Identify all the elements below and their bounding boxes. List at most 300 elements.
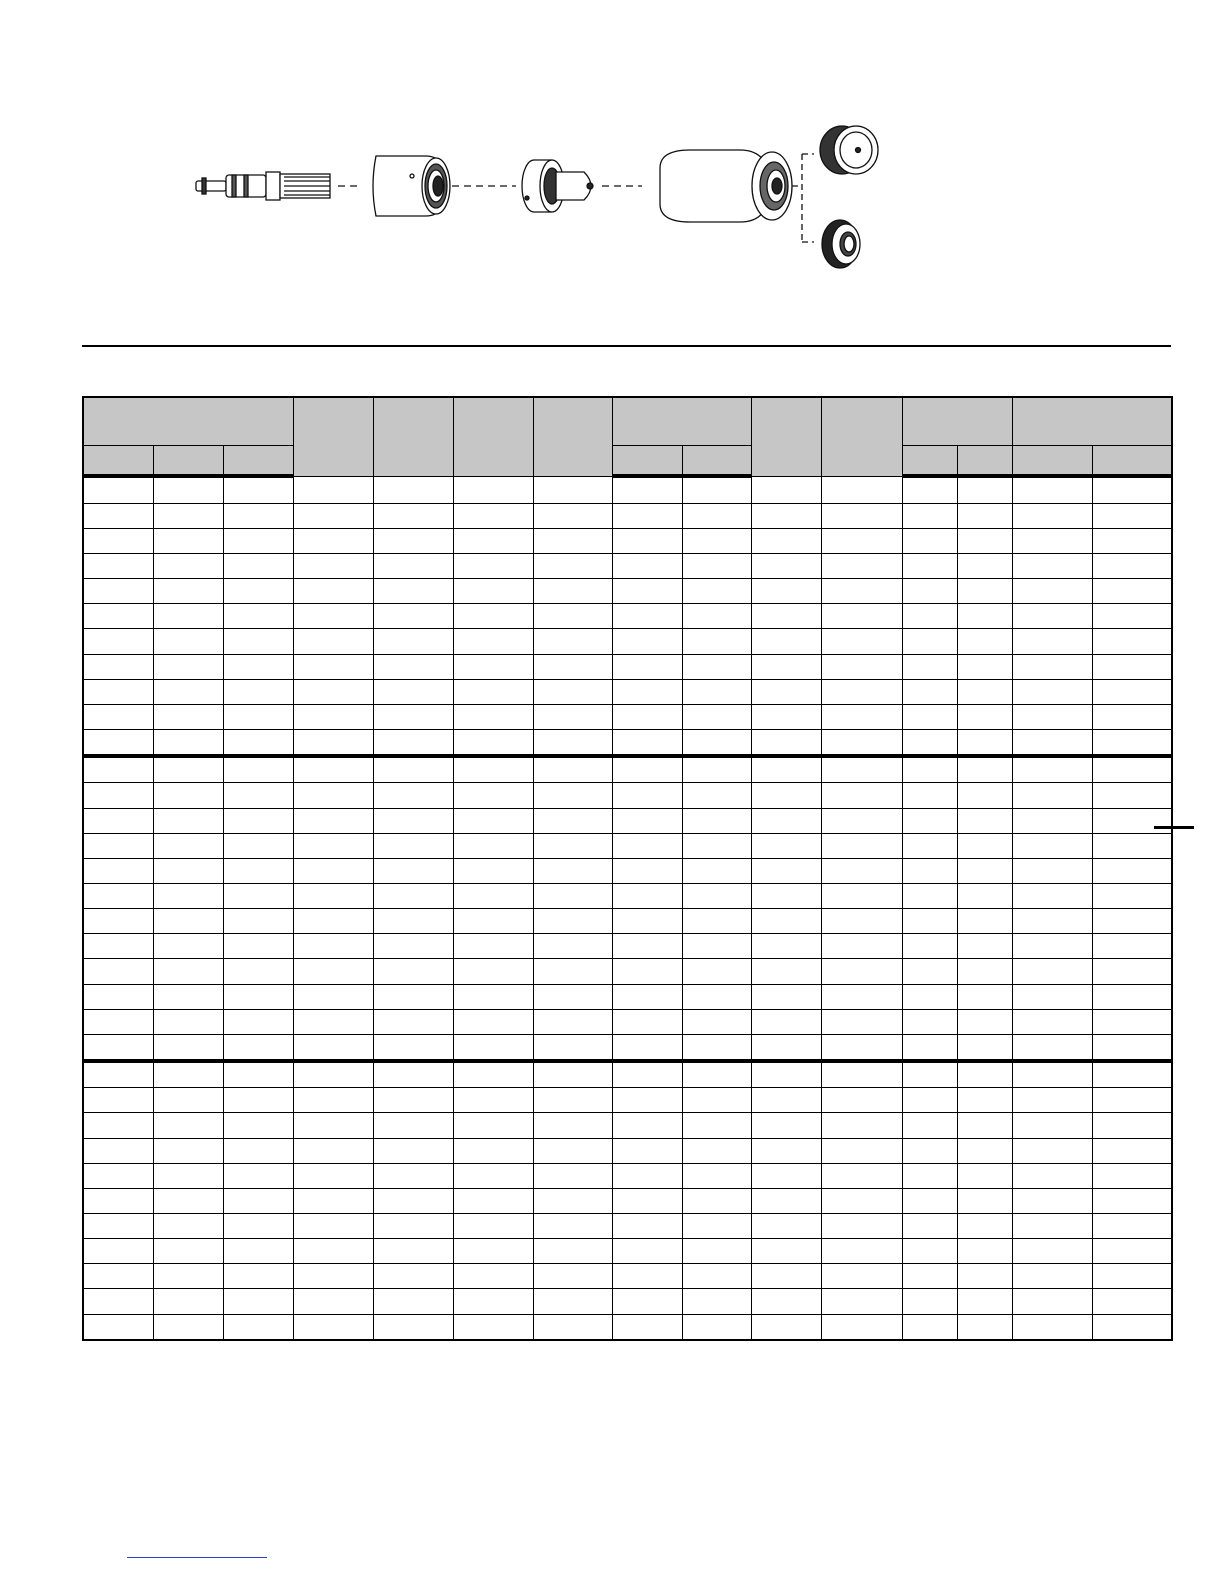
table-cell bbox=[453, 1214, 533, 1239]
table-cell bbox=[821, 730, 902, 757]
table-cell bbox=[293, 1113, 373, 1138]
table-cell bbox=[83, 909, 153, 934]
table-cell bbox=[373, 1264, 453, 1289]
table-cell bbox=[902, 1214, 957, 1239]
table-cell bbox=[612, 1264, 682, 1289]
table-cell bbox=[682, 1163, 751, 1188]
table-cell bbox=[957, 579, 1012, 604]
table-cell bbox=[223, 1113, 293, 1138]
table-cell bbox=[223, 909, 293, 934]
table-cell bbox=[83, 756, 153, 783]
table-cell bbox=[957, 833, 1012, 858]
table-row bbox=[83, 1264, 1172, 1289]
table-cell bbox=[453, 679, 533, 704]
subheader-cell bbox=[1012, 446, 1092, 477]
table-cell bbox=[83, 808, 153, 833]
table-cell bbox=[821, 934, 902, 959]
table-cell bbox=[83, 1188, 153, 1213]
table-cell bbox=[1012, 959, 1092, 984]
table-cell bbox=[453, 1061, 533, 1088]
table-cell bbox=[153, 959, 223, 984]
table-cell bbox=[83, 704, 153, 729]
table-cell bbox=[751, 1113, 821, 1138]
table-cell bbox=[373, 934, 453, 959]
table-cell bbox=[957, 1239, 1012, 1264]
table-cell bbox=[821, 959, 902, 984]
table-cell bbox=[682, 579, 751, 604]
table-cell bbox=[682, 1061, 751, 1088]
table-cell bbox=[682, 1289, 751, 1314]
table-cell bbox=[1012, 1289, 1092, 1314]
table-cell bbox=[373, 883, 453, 908]
table-cell bbox=[612, 1163, 682, 1188]
header-cell bbox=[612, 397, 751, 446]
table-cell bbox=[902, 984, 957, 1009]
table-cell bbox=[902, 909, 957, 934]
table-cell bbox=[902, 679, 957, 704]
table-row bbox=[83, 1088, 1172, 1113]
table-row bbox=[83, 528, 1172, 553]
table-cell bbox=[293, 629, 373, 654]
table-cell bbox=[612, 1113, 682, 1138]
table-cell bbox=[1012, 1239, 1092, 1264]
table-cell bbox=[821, 679, 902, 704]
table-cell bbox=[153, 1188, 223, 1213]
table-cell bbox=[83, 1214, 153, 1239]
table-row bbox=[83, 553, 1172, 578]
table-row bbox=[83, 1138, 1172, 1163]
table-cell bbox=[1012, 1088, 1092, 1113]
table-cell bbox=[293, 604, 373, 629]
table-cell bbox=[1092, 783, 1172, 808]
table-cell bbox=[223, 629, 293, 654]
table-cell bbox=[902, 1163, 957, 1188]
table-cell bbox=[902, 1113, 957, 1138]
table-cell bbox=[612, 808, 682, 833]
table-cell bbox=[293, 528, 373, 553]
table-cell bbox=[957, 756, 1012, 783]
margin-change-bar bbox=[1154, 826, 1194, 829]
table-cell bbox=[373, 503, 453, 528]
table-cell bbox=[957, 1163, 1012, 1188]
table-cell bbox=[957, 783, 1012, 808]
table-cell bbox=[902, 730, 957, 757]
table-cell bbox=[153, 1088, 223, 1113]
table-cell bbox=[957, 1214, 1012, 1239]
table-cell bbox=[83, 679, 153, 704]
table-cell bbox=[153, 1009, 223, 1034]
table-cell bbox=[453, 934, 533, 959]
table-cell bbox=[902, 808, 957, 833]
table-cell bbox=[153, 528, 223, 553]
table-row bbox=[83, 909, 1172, 934]
table-cell bbox=[293, 1009, 373, 1034]
table-cell bbox=[533, 629, 612, 654]
table-cell bbox=[1092, 1009, 1172, 1034]
table-cell bbox=[153, 604, 223, 629]
table-cell bbox=[751, 1188, 821, 1213]
table-cell bbox=[682, 1138, 751, 1163]
table-cell bbox=[682, 858, 751, 883]
cut-chart-table bbox=[82, 396, 1173, 1341]
table-cell bbox=[223, 1314, 293, 1340]
table-cell bbox=[821, 783, 902, 808]
table-row bbox=[83, 1314, 1172, 1340]
table-cell bbox=[373, 1188, 453, 1213]
table-cell bbox=[957, 1088, 1012, 1113]
table-cell bbox=[902, 654, 957, 679]
table-cell bbox=[1092, 1264, 1172, 1289]
table-cell bbox=[1092, 553, 1172, 578]
table-row bbox=[83, 1034, 1172, 1061]
table-cell bbox=[821, 909, 902, 934]
table-cell bbox=[453, 553, 533, 578]
table-cell bbox=[902, 528, 957, 553]
table-cell bbox=[83, 503, 153, 528]
table-cell bbox=[83, 833, 153, 858]
table-cell bbox=[902, 1289, 957, 1314]
table-cell bbox=[83, 1061, 153, 1088]
table-cell bbox=[1092, 934, 1172, 959]
table-cell bbox=[751, 528, 821, 553]
table-cell bbox=[682, 730, 751, 757]
table-cell bbox=[223, 604, 293, 629]
table-cell bbox=[153, 1034, 223, 1061]
table-cell bbox=[83, 604, 153, 629]
table-cell bbox=[453, 604, 533, 629]
table-cell bbox=[373, 629, 453, 654]
table-row bbox=[83, 1239, 1172, 1264]
table-cell bbox=[373, 1289, 453, 1314]
table-cell bbox=[957, 1138, 1012, 1163]
table-cell bbox=[153, 553, 223, 578]
table-cell bbox=[821, 553, 902, 578]
table-cell bbox=[223, 679, 293, 704]
table-cell bbox=[1092, 1188, 1172, 1213]
table-cell bbox=[453, 1289, 533, 1314]
table-cell bbox=[223, 883, 293, 908]
table-cell bbox=[1092, 984, 1172, 1009]
table-cell bbox=[902, 1239, 957, 1264]
header-cell bbox=[453, 397, 533, 476]
table-cell bbox=[153, 1214, 223, 1239]
table-cell bbox=[453, 1034, 533, 1061]
table-cell bbox=[1092, 730, 1172, 757]
table-cell bbox=[453, 528, 533, 553]
table-cell bbox=[957, 959, 1012, 984]
table-cell bbox=[821, 858, 902, 883]
table-cell bbox=[751, 1264, 821, 1289]
table-cell bbox=[682, 808, 751, 833]
table-cell bbox=[957, 679, 1012, 704]
table-cell bbox=[821, 1138, 902, 1163]
table-cell bbox=[223, 808, 293, 833]
table-cell bbox=[373, 1214, 453, 1239]
table-cell bbox=[682, 1034, 751, 1061]
table-cell bbox=[223, 476, 293, 503]
table-cell bbox=[1012, 1061, 1092, 1088]
table-cell bbox=[293, 1188, 373, 1213]
table-cell bbox=[453, 1113, 533, 1138]
table-cell bbox=[751, 1138, 821, 1163]
table-cell bbox=[223, 756, 293, 783]
table-cell bbox=[902, 1009, 957, 1034]
table-cell bbox=[153, 808, 223, 833]
table-cell bbox=[751, 704, 821, 729]
table-cell bbox=[533, 654, 612, 679]
table-cell bbox=[957, 808, 1012, 833]
subheader-cell bbox=[902, 446, 957, 477]
table-cell bbox=[223, 1138, 293, 1163]
table-cell bbox=[533, 604, 612, 629]
table-cell bbox=[957, 909, 1012, 934]
table-cell bbox=[223, 730, 293, 757]
table-cell bbox=[533, 1138, 612, 1163]
table-cell bbox=[821, 1163, 902, 1188]
table-cell bbox=[902, 579, 957, 604]
table-cell bbox=[682, 909, 751, 934]
table-cell bbox=[373, 730, 453, 757]
table-cell bbox=[612, 909, 682, 934]
table-cell bbox=[83, 1009, 153, 1034]
table-row bbox=[83, 858, 1172, 883]
table-cell bbox=[1092, 1138, 1172, 1163]
table-cell bbox=[373, 704, 453, 729]
table-cell bbox=[83, 654, 153, 679]
table-cell bbox=[902, 553, 957, 578]
table-cell bbox=[821, 1214, 902, 1239]
table-cell bbox=[453, 808, 533, 833]
table-cell bbox=[682, 783, 751, 808]
table-cell bbox=[533, 1264, 612, 1289]
table-cell bbox=[153, 934, 223, 959]
table-cell bbox=[223, 579, 293, 604]
table-cell bbox=[751, 476, 821, 503]
table-cell bbox=[902, 756, 957, 783]
table-row bbox=[83, 1113, 1172, 1138]
table-cell bbox=[751, 833, 821, 858]
table-cell bbox=[453, 1188, 533, 1213]
table-cell bbox=[83, 730, 153, 757]
table-cell bbox=[821, 1034, 902, 1061]
table-cell bbox=[293, 503, 373, 528]
table-cell bbox=[453, 654, 533, 679]
table-row bbox=[83, 579, 1172, 604]
table-cell bbox=[293, 1088, 373, 1113]
table-cell bbox=[373, 1239, 453, 1264]
table-cell bbox=[83, 528, 153, 553]
table-cell bbox=[1092, 1163, 1172, 1188]
table-cell bbox=[293, 883, 373, 908]
table-row bbox=[83, 1289, 1172, 1314]
table-cell bbox=[293, 476, 373, 503]
table-cell bbox=[612, 528, 682, 553]
table-cell bbox=[1012, 808, 1092, 833]
table-cell bbox=[821, 1009, 902, 1034]
table-cell bbox=[1012, 476, 1092, 503]
table-cell bbox=[153, 909, 223, 934]
table-cell bbox=[957, 1188, 1012, 1213]
table-cell bbox=[1012, 503, 1092, 528]
table-row bbox=[83, 959, 1172, 984]
table-cell bbox=[373, 579, 453, 604]
table-cell bbox=[682, 1113, 751, 1138]
table-cell bbox=[373, 476, 453, 503]
table-cell bbox=[1012, 553, 1092, 578]
table-cell bbox=[293, 1034, 373, 1061]
table-cell bbox=[453, 783, 533, 808]
footer-link-underline[interactable] bbox=[127, 1557, 267, 1558]
table-cell bbox=[957, 1034, 1012, 1061]
table-cell bbox=[293, 1061, 373, 1088]
table-cell bbox=[682, 883, 751, 908]
table-cell bbox=[83, 959, 153, 984]
table-cell bbox=[612, 654, 682, 679]
table-cell bbox=[612, 730, 682, 757]
table-cell bbox=[612, 756, 682, 783]
table-cell bbox=[533, 883, 612, 908]
table-cell bbox=[533, 909, 612, 934]
table-cell bbox=[1092, 756, 1172, 783]
table-cell bbox=[223, 503, 293, 528]
table-cell bbox=[751, 984, 821, 1009]
table-cell bbox=[682, 704, 751, 729]
table-cell bbox=[293, 553, 373, 578]
table-cell bbox=[373, 654, 453, 679]
table-cell bbox=[83, 984, 153, 1009]
table-row bbox=[83, 730, 1172, 757]
table-cell bbox=[682, 604, 751, 629]
table-cell bbox=[293, 756, 373, 783]
table-cell bbox=[682, 1214, 751, 1239]
table-cell bbox=[751, 1061, 821, 1088]
table-cell bbox=[153, 1289, 223, 1314]
table-cell bbox=[821, 654, 902, 679]
table-cell bbox=[957, 730, 1012, 757]
table-cell bbox=[83, 883, 153, 908]
table-cell bbox=[751, 1314, 821, 1340]
table-cell bbox=[533, 783, 612, 808]
subheader-cell bbox=[223, 446, 293, 477]
table-cell bbox=[223, 783, 293, 808]
table-cell bbox=[751, 783, 821, 808]
table-cell bbox=[821, 984, 902, 1009]
table-cell bbox=[821, 528, 902, 553]
table-cell bbox=[373, 1034, 453, 1061]
table-cell bbox=[1012, 604, 1092, 629]
table-cell bbox=[223, 1239, 293, 1264]
table-cell bbox=[751, 604, 821, 629]
table-cell bbox=[612, 833, 682, 858]
table-cell bbox=[751, 756, 821, 783]
table-cell bbox=[751, 808, 821, 833]
table-cell bbox=[373, 756, 453, 783]
header-cell bbox=[902, 397, 1012, 446]
table-cell bbox=[821, 476, 902, 503]
table-cell bbox=[612, 1088, 682, 1113]
table-cell bbox=[957, 1061, 1012, 1088]
table-header-row bbox=[83, 397, 1172, 446]
table-cell bbox=[223, 858, 293, 883]
table-cell bbox=[612, 1034, 682, 1061]
table-cell bbox=[453, 1163, 533, 1188]
table-cell bbox=[682, 654, 751, 679]
table-cell bbox=[533, 1289, 612, 1314]
table-cell bbox=[1012, 783, 1092, 808]
table-cell bbox=[533, 1239, 612, 1264]
table-cell bbox=[1012, 1113, 1092, 1138]
table-row bbox=[83, 476, 1172, 503]
table-cell bbox=[223, 1034, 293, 1061]
subheader-cell bbox=[957, 446, 1012, 477]
table-cell bbox=[902, 1188, 957, 1213]
table-cell bbox=[533, 1163, 612, 1188]
table-cell bbox=[1092, 909, 1172, 934]
table-cell bbox=[533, 1188, 612, 1213]
table-cell bbox=[1012, 654, 1092, 679]
table-cell bbox=[293, 1289, 373, 1314]
table-cell bbox=[293, 579, 373, 604]
table-cell bbox=[751, 579, 821, 604]
table-row bbox=[83, 704, 1172, 729]
table-cell bbox=[533, 1113, 612, 1138]
table-cell bbox=[1092, 528, 1172, 553]
table-cell bbox=[223, 1088, 293, 1113]
table-cell bbox=[373, 984, 453, 1009]
table-cell bbox=[821, 629, 902, 654]
table-cell bbox=[1092, 1214, 1172, 1239]
table-cell bbox=[533, 1061, 612, 1088]
table-cell bbox=[821, 756, 902, 783]
table-cell bbox=[821, 604, 902, 629]
consumables-exploded-diagram bbox=[180, 110, 900, 290]
table-cell bbox=[293, 808, 373, 833]
table-cell bbox=[957, 629, 1012, 654]
table-cell bbox=[83, 1034, 153, 1061]
table-cell bbox=[533, 959, 612, 984]
table-cell bbox=[533, 858, 612, 883]
nozzle-icon bbox=[522, 160, 593, 212]
table-cell bbox=[533, 553, 612, 578]
table-cell bbox=[612, 704, 682, 729]
table-cell bbox=[682, 1009, 751, 1034]
table-cell bbox=[612, 984, 682, 1009]
table-cell bbox=[902, 783, 957, 808]
table-cell bbox=[153, 883, 223, 908]
table-cell bbox=[821, 1289, 902, 1314]
table-cell bbox=[612, 1138, 682, 1163]
table-cell bbox=[153, 1239, 223, 1264]
table-cell bbox=[682, 1188, 751, 1213]
table-cell bbox=[373, 604, 453, 629]
table-cell bbox=[682, 1239, 751, 1264]
table-cell bbox=[1092, 629, 1172, 654]
table-cell bbox=[1012, 883, 1092, 908]
table-cell bbox=[1012, 984, 1092, 1009]
retaining-cap-icon bbox=[660, 150, 792, 222]
table-cell bbox=[453, 704, 533, 729]
deflector-icon bbox=[822, 220, 860, 268]
table-cell bbox=[821, 1239, 902, 1264]
table-cell bbox=[751, 959, 821, 984]
table-cell bbox=[453, 579, 533, 604]
table-cell bbox=[682, 833, 751, 858]
table-cell bbox=[612, 1239, 682, 1264]
table-cell bbox=[293, 1239, 373, 1264]
table-cell bbox=[453, 909, 533, 934]
table-cell bbox=[223, 984, 293, 1009]
table-cell bbox=[453, 476, 533, 503]
